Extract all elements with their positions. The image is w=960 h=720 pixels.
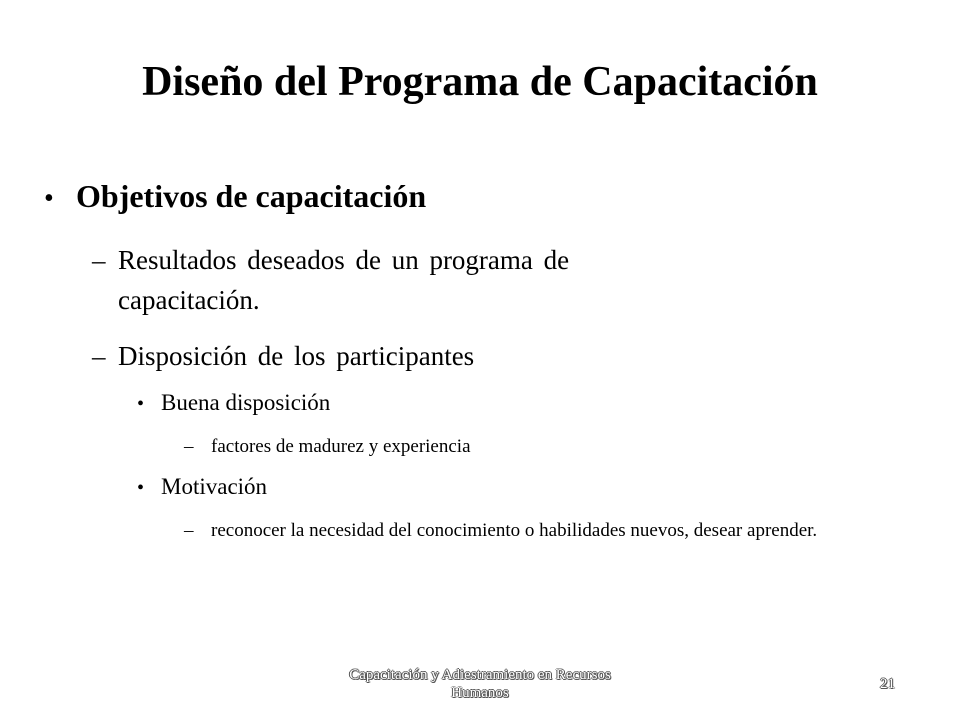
dash-marker: – xyxy=(92,245,106,275)
item-text: Motivación xyxy=(161,474,268,499)
detail-factores xyxy=(184,432,904,462)
detail-text: factores de madurez y experiencia xyxy=(211,436,471,457)
item-buena-disposicion xyxy=(137,390,330,416)
sub-bullet-text: Disposición de los participantes xyxy=(118,341,475,371)
dash-marker: – xyxy=(184,520,194,541)
detail-reconocer xyxy=(184,516,904,546)
slide-title: Diseño del Programa de Capacitación xyxy=(142,59,818,105)
bullet-marker: • xyxy=(137,393,145,415)
dash-marker: – xyxy=(92,341,106,371)
item-text: Buena disposición xyxy=(161,390,331,415)
sub-bullet-resultados xyxy=(92,240,712,320)
bullet-marker: • xyxy=(44,183,54,214)
detail-text: reconocer la necesidad del conocimiento o habilidades nuevos, desear aprender. xyxy=(211,520,818,541)
footer-text: Capacitación y Adiestramiento en Recursos Humanos xyxy=(349,667,611,701)
bullet-objetivos xyxy=(44,178,426,215)
dash-marker: – xyxy=(184,436,194,457)
bullet-text: Objetivos de capacitación xyxy=(76,178,427,214)
sub-bullet-text: Resultados deseados de un programa de capacitación. xyxy=(118,245,570,315)
sub-bullet-disposicion xyxy=(92,336,712,376)
page-number: 21 xyxy=(880,676,895,692)
item-motivacion xyxy=(137,474,267,500)
bullet-marker: • xyxy=(137,477,145,499)
